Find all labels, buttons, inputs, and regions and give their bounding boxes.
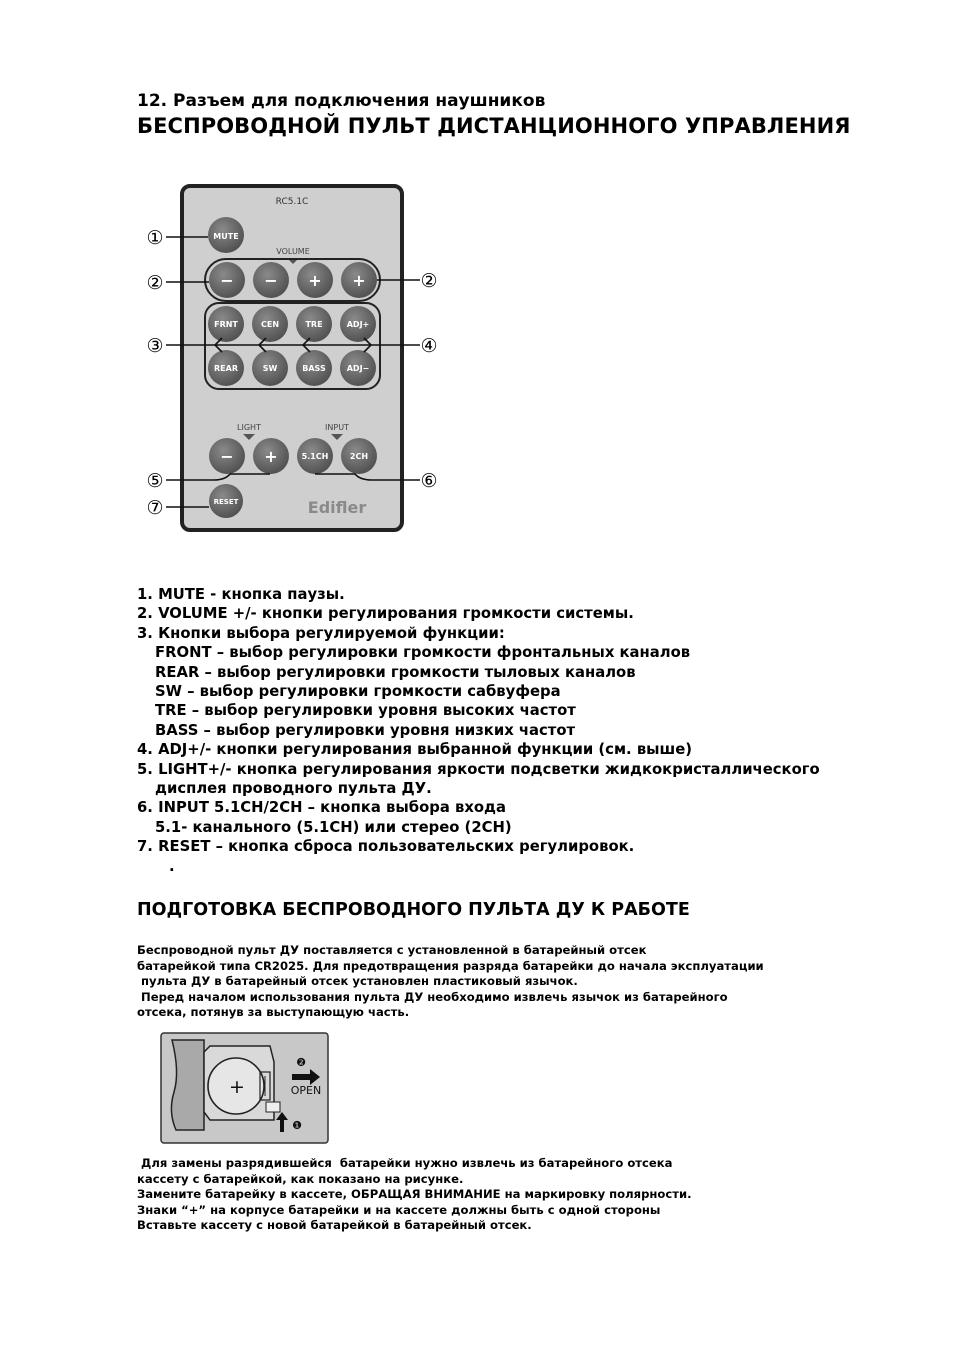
volume-plus-label-1: + — [308, 271, 322, 290]
callout-2-right: ② — [420, 270, 438, 292]
text-line: батарейкой типа CR2025. Для предотвращения разряда батарейки до начала эксплуатации — [137, 958, 764, 973]
text-line: отсека, потянув за выступающую часть. — [137, 1005, 410, 1020]
volume-minus-label-1: − — [220, 271, 234, 290]
step-1-icon: ❶ — [292, 1119, 302, 1132]
text-line: Знаки “+” на корпусе батарейки и на кассете должны быть с одной стороны — [137, 1202, 661, 1217]
callout-5: ⑤ — [146, 470, 164, 492]
list-item: SW – выбор регулировки громкости сабвуфера — [155, 683, 561, 701]
text-line: Замените батарейку в кассете, ОБРАЩАЯ ВНИМАНИЕ на маркировку полярности. — [137, 1187, 692, 1202]
list-item: FRONT – выбор регулировки громкости фронтальных каналов — [155, 644, 691, 662]
reset-label: RESET — [213, 498, 239, 506]
mute-label: MUTE — [213, 232, 239, 241]
text-line: кассету с батарейкой, как показано на рисунке. — [137, 1171, 464, 1186]
light-minus-label: − — [220, 447, 234, 466]
callout-4: ④ — [420, 335, 438, 357]
input-label: INPUT — [325, 423, 349, 432]
text-line: Беспроводной пульт ДУ поставляется с установленной в батарейный отсек — [137, 943, 647, 957]
list-item: 3. Кнопки выбора регулируемой функции: — [137, 624, 505, 642]
light-label: LIGHT — [237, 423, 261, 432]
adj-minus-label: ADJ− — [346, 364, 370, 373]
volume-label: VOLUME — [276, 247, 310, 256]
list-item: . — [169, 857, 175, 875]
list-item: BASS – выбор регулировки уровня низких частот — [155, 721, 576, 739]
callout-3: ③ — [146, 335, 164, 357]
battery-plus: + — [229, 1076, 245, 1098]
callout-7: ⑦ — [146, 497, 164, 519]
rear-label: REAR — [214, 364, 238, 373]
list-item: 1. MUTE - кнопка паузы. — [137, 586, 345, 603]
paragraph-1 — [137, 943, 764, 1021]
volume-plus-label-2: + — [352, 271, 366, 290]
battery-figure — [160, 1032, 330, 1145]
cen-label: CEN — [260, 320, 280, 329]
open-label: OPEN — [290, 1084, 322, 1097]
section-title: ПОДГОТОВКА БЕСПРОВОДНОГО ПУЛЬТА ДУ К РАБОТЕ — [137, 900, 690, 920]
text-line: Перед началом использования пульта ДУ необходимо извлечь язычок из батарейного — [137, 989, 728, 1004]
input-51ch-label: 5.1CH — [301, 452, 329, 461]
list-item: 5. LIGHT+/- кнопка регулирования яркости подсветки жидкокристаллического — [137, 760, 820, 778]
text-line: пульта ДУ в батарейный отсек установлен пластиковый язычок. — [137, 974, 578, 989]
function-list — [137, 585, 820, 876]
callout-6: ⑥ — [420, 470, 438, 492]
list-item: 7. RESET – кнопка сброса пользовательских регулировок. — [137, 838, 635, 856]
text-line: Для замены разрядившейся батарейки нужно извлечь из батарейного отсека — [137, 1156, 673, 1170]
callout-1: ① — [146, 227, 164, 249]
list-item: 2. VOLUME +/- кнопки регулирования громкости системы. — [137, 605, 634, 623]
list-item: 5.1- канального (5.1CH) или стерео (2CH) — [155, 818, 512, 836]
adj-plus-label: ADJ+ — [346, 320, 370, 329]
list-item: TRE – выбор регулировки уровня высоких частот — [155, 702, 576, 720]
callout-2-left: ② — [146, 272, 164, 294]
page-title: БЕСПРОВОДНОЙ ПУЛЬТ ДИСТАНЦИОННОГО УПРАВЛЕНИЯ — [137, 114, 851, 138]
tre-label: TRE — [305, 320, 323, 329]
list-item: 6. INPUT 5.1CH/2CH – кнопка выбора входа — [137, 799, 506, 817]
volume-minus-label-2: − — [264, 271, 278, 290]
remote-diagram — [140, 180, 450, 540]
brand-logo: Edifler — [307, 498, 367, 517]
input-2ch-label: 2CH — [349, 452, 369, 461]
bass-label: BASS — [302, 364, 326, 373]
list-item: REAR – выбор регулировки громкости тыловых каналов — [155, 663, 636, 681]
text-line: Вставьте кассету с новой батарейкой в батарейный отсек. — [137, 1218, 532, 1233]
section-subtitle: 12. Разъем для подключения наушников — [137, 91, 546, 111]
paragraph-2 — [137, 1156, 691, 1234]
light-plus-label: + — [264, 447, 278, 466]
remote-model: RC5.1C — [275, 197, 309, 207]
front-label: FRNT — [214, 320, 238, 329]
list-item: 4. ADJ+/- кнопки регулирования выбранной функции (см. выше) — [137, 741, 693, 759]
list-item: дисплея проводного пульта ДУ. — [155, 780, 432, 798]
step-2-icon: ❷ — [296, 1056, 306, 1069]
sw-label: SW — [262, 364, 278, 373]
